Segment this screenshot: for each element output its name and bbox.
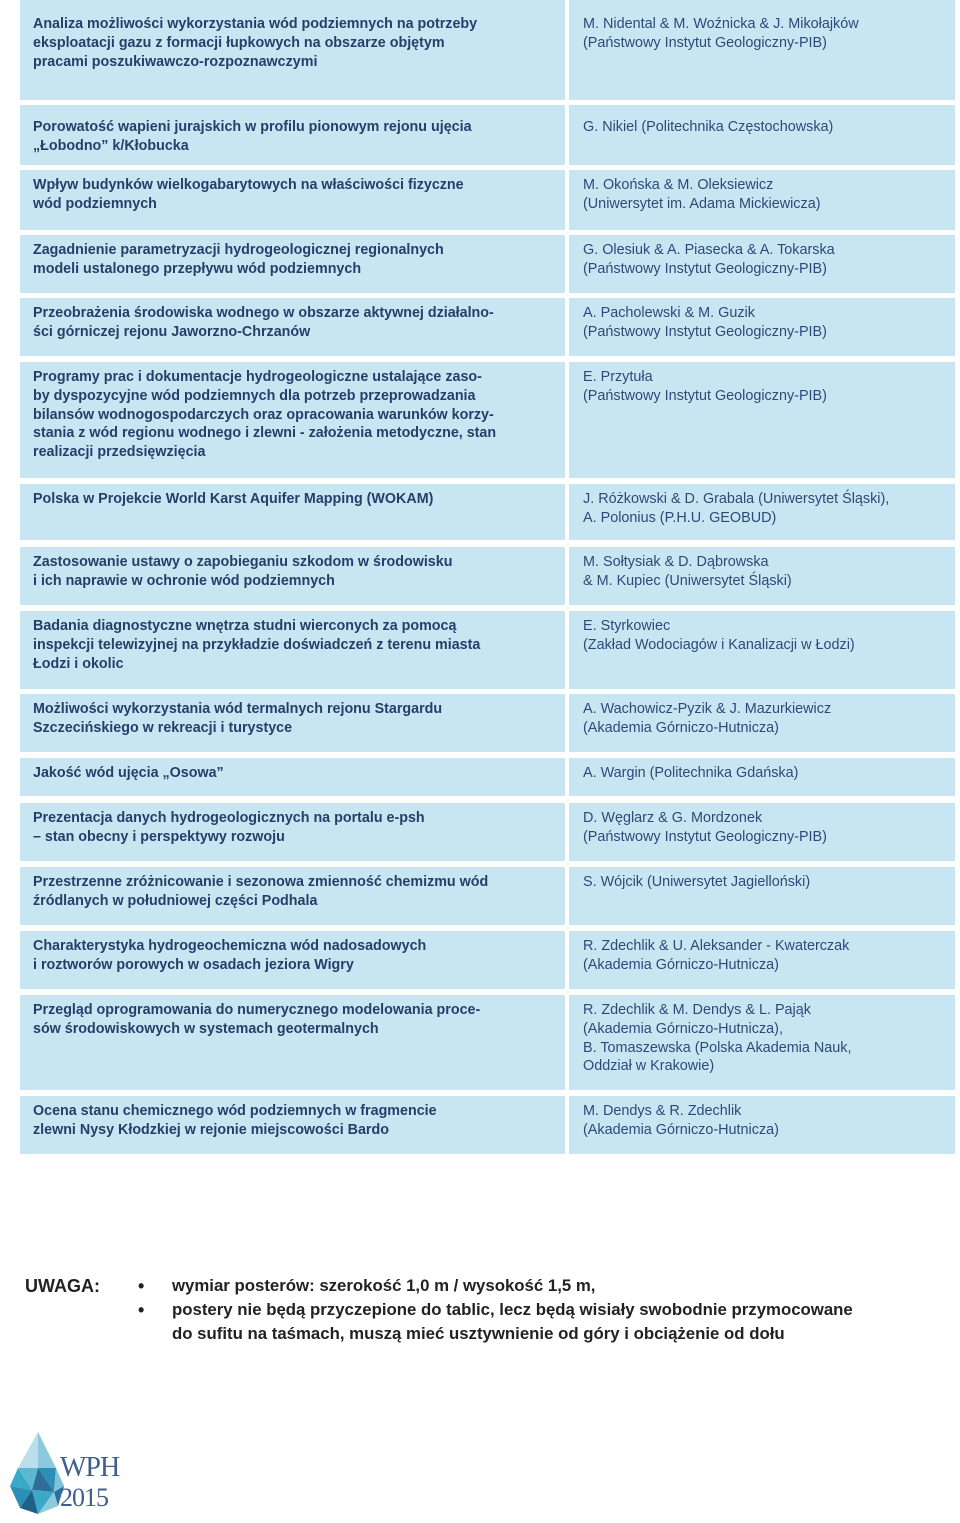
poster-authors: R. Zdechlik & M. Dendys & L. Pająk (Akademia Górniczo-Hutnicza), B. Tomaszewska (Polska Akademia Nauk, Oddział w Krakowie) bbox=[583, 1002, 852, 1075]
poster-title: Prezentacja danych hydrogeologicznych na portalu e-psh – stan obecny i perspektywy rozwoju bbox=[33, 810, 425, 845]
poster-author-cell bbox=[569, 995, 955, 1090]
poster-authors: A. Pacholewski & M. Guzik (Państwowy Instytut Geologiczny-PIB) bbox=[583, 305, 827, 340]
poster-authors: S. Wójcik (Uniwersytet Jagielloński) bbox=[583, 874, 811, 890]
poster-authors: M. Nidental & M. Woźnicka & J. Mikołajków (Państwowy Instytut Geologiczny-PIB) bbox=[583, 16, 859, 51]
table-row bbox=[20, 694, 955, 752]
poster-authors: G. Nikiel (Politechnika Częstochowska) bbox=[583, 119, 834, 135]
poster-authors: M. Dendys & R. Zdechlik (Akademia Górniczo-Hutnicza) bbox=[583, 1103, 779, 1138]
poster-authors: E. Styrkowiec (Zakład Wodociagów i Kanalizacji w Łodzi) bbox=[583, 618, 855, 653]
poster-authors: E. Przytuła (Państwowy Instytut Geologiczny-PIB) bbox=[583, 369, 827, 404]
poster-title-cell bbox=[20, 803, 565, 861]
poster-title-cell bbox=[20, 298, 565, 356]
table-row bbox=[20, 611, 955, 689]
poster-title: Zagadnienie parametryzacji hydrogeologicznej regionalnych modeli ustalonego przepływu wód podziemnych bbox=[33, 242, 444, 277]
poster-author-cell bbox=[569, 298, 955, 356]
table-row bbox=[20, 0, 955, 100]
logo-year: 2015 bbox=[60, 1483, 108, 1512]
poster-title: Porowatość wapieni jurajskich w profilu pionowym rejonu ujęcia „Łobodno” k/Kłobucka bbox=[33, 119, 472, 154]
notice-item: • wymiar posterów: szerokość 1,0 m / wysokość 1,5 m, bbox=[138, 1274, 952, 1298]
poster-authors: M. Okońska & M. Oleksiewicz (Uniwersytet im. Adama Mickiewicza) bbox=[583, 177, 821, 212]
poster-title: Zastosowanie ustawy o zapobieganiu szkodom w środowisku i ich naprawie w ochronie wód podziemnych bbox=[33, 554, 453, 589]
poster-title-cell bbox=[20, 484, 565, 540]
table-row bbox=[20, 1096, 955, 1154]
poster-title: Wpływ budynków wielkogabarytowych na właściwości fizyczne wód podziemnych bbox=[33, 177, 464, 212]
poster-title: Analiza możliwości wykorzystania wód podziemnych na potrzeby eksploatacji gazu z formacji łupkowych na obszarze objętym pracami poszukiwawczo-rozpoznawczymi bbox=[33, 16, 478, 70]
notice-list bbox=[138, 1274, 952, 1346]
poster-authors: R. Zdechlik & U. Aleksander - Kwaterczak (Akademia Górniczo-Hutnicza) bbox=[583, 938, 850, 973]
poster-authors: M. Sołtysiak & D. Dąbrowska & M. Kupiec (Uniwersytet Śląski) bbox=[583, 554, 792, 589]
table-row bbox=[20, 362, 955, 478]
logo-text bbox=[60, 1454, 119, 1512]
poster-title: Ocena stanu chemicznego wód podziemnych w fragmencie zlewni Nysy Kłodzkiej w rejonie miejscowości Bardo bbox=[33, 1103, 437, 1138]
poster-author-cell bbox=[569, 484, 955, 540]
poster-author-cell bbox=[569, 170, 955, 230]
poster-title: Programy prac i dokumentacje hydrogeologiczne ustalające zaso- by dyspozycyjne wód podziemnych dla potrzeb przeprowadzania bilansów wodnogospodarczych oraz opracowania warunków korzy- stania z wód regionu wodnego i zlewni - założenia metodyczne, stan realizacji przedsięwzięcia bbox=[33, 369, 497, 461]
poster-author-cell bbox=[569, 611, 955, 689]
poster-author-cell bbox=[569, 362, 955, 478]
poster-title: Przestrzenne zróżnicowanie i sezonowa zmienność chemizmu wód źródlanych w południowej części Podhala bbox=[33, 874, 489, 909]
table-row bbox=[20, 235, 955, 293]
poster-authors: A. Wargin (Politechnika Gdańska) bbox=[583, 765, 799, 781]
poster-author-cell bbox=[569, 803, 955, 861]
poster-title-cell bbox=[20, 611, 565, 689]
poster-title-cell bbox=[20, 105, 565, 165]
poster-authors: G. Olesiuk & A. Piasecka & A. Tokarska (Państwowy Instytut Geologiczny-PIB) bbox=[583, 242, 835, 277]
table-row bbox=[20, 484, 955, 540]
table-row bbox=[20, 298, 955, 356]
table-row bbox=[20, 931, 955, 989]
poster-author-cell bbox=[569, 547, 955, 605]
poster-title: Charakterystyka hydrogeochemiczna wód nadosadowych i roztworów porowych w osadach jeziora Wigry bbox=[33, 938, 427, 973]
notice-label: UWAGA: bbox=[25, 1276, 100, 1296]
poster-title-cell bbox=[20, 0, 565, 100]
poster-author-cell bbox=[569, 0, 955, 100]
poster-title-cell bbox=[20, 758, 565, 796]
poster-authors: D. Węglarz & G. Mordzonek (Państwowy Instytut Geologiczny-PIB) bbox=[583, 810, 827, 845]
logo-name: WPH bbox=[60, 1452, 120, 1483]
poster-author-cell bbox=[569, 235, 955, 293]
poster-title-cell bbox=[20, 1096, 565, 1154]
poster-author-cell bbox=[569, 105, 955, 165]
poster-title-cell bbox=[20, 931, 565, 989]
poster-author-cell bbox=[569, 931, 955, 989]
table-row bbox=[20, 867, 955, 925]
table-row bbox=[20, 758, 955, 796]
poster-author-cell bbox=[569, 758, 955, 796]
table-row bbox=[20, 105, 955, 165]
poster-title: Możliwości wykorzystania wód termalnych rejonu Stargardu Szczecińskiego w rekreacji i turystyce bbox=[33, 701, 443, 736]
poster-title-cell bbox=[20, 694, 565, 752]
table-row bbox=[20, 170, 955, 230]
table-row bbox=[20, 547, 955, 605]
poster-title-cell bbox=[20, 235, 565, 293]
poster-title-cell bbox=[20, 547, 565, 605]
poster-authors: J. Różkowski & D. Grabala (Uniwersytet Śląski), A. Polonius (P.H.U. GEOBUD) bbox=[583, 491, 890, 526]
notice-item: • postery nie będą przyczepione do tablic, lecz będą wisiały swobodnie przymocowane do sufitu na taśmach, muszą mieć usztywnienie od góry i obciążenie od dołu bbox=[138, 1298, 952, 1346]
poster-title: Polska w Projekcie World Karst Aquifer Mapping (WOKAM) bbox=[33, 491, 434, 507]
poster-authors: A. Wachowicz-Pyzik & J. Mazurkiewicz (Akademia Górniczo-Hutnicza) bbox=[583, 701, 832, 736]
poster-title: Badania diagnostyczne wnętrza studni wierconych za pomocą inspekcji telewizyjnej na przykładzie doświadczeń z terenu miasta Łodzi i okolic bbox=[33, 618, 481, 672]
poster-title-cell bbox=[20, 867, 565, 925]
poster-title-cell bbox=[20, 362, 565, 478]
table-row bbox=[20, 995, 955, 1090]
poster-author-cell bbox=[569, 694, 955, 752]
poster-title-cell bbox=[20, 170, 565, 230]
table-row bbox=[20, 803, 955, 861]
poster-title: Przeobrażenia środowiska wodnego w obszarze aktywnej działalno- ści górniczej rejonu Jaworzno-Chrzanów bbox=[33, 305, 494, 340]
poster-title: Przegląd oprogramowania do numerycznego modelowania proce- sów środowiskowych w systemach geotermalnych bbox=[33, 1002, 481, 1037]
poster-title: Jakość wód ujęcia „Osowa” bbox=[33, 765, 224, 781]
poster-author-cell bbox=[569, 867, 955, 925]
poster-title-cell bbox=[20, 995, 565, 1090]
poster-author-cell bbox=[569, 1096, 955, 1154]
